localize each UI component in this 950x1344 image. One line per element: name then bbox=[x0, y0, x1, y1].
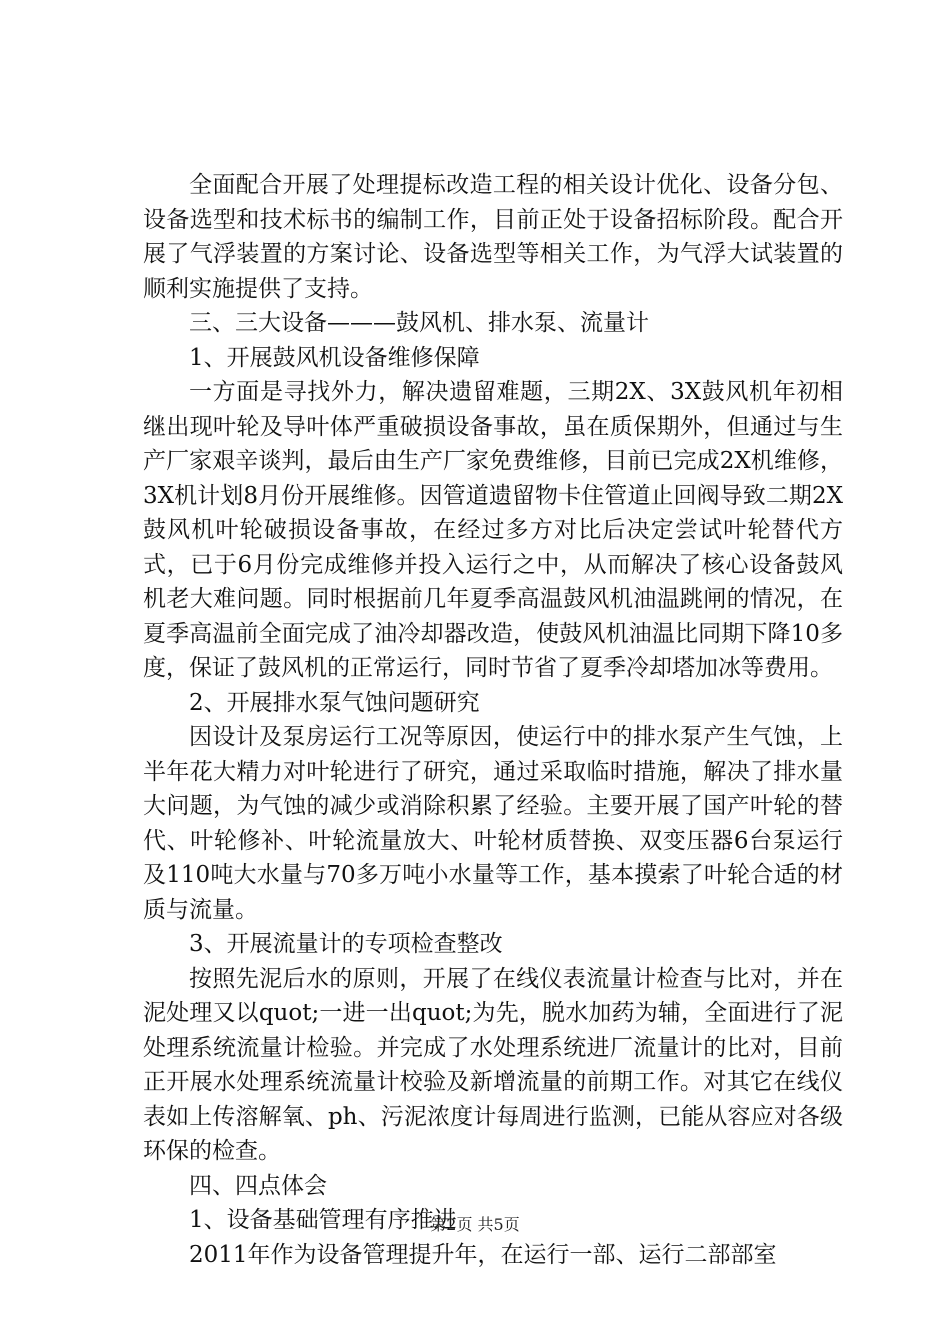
subheading-flowmeter-inspection: 3、开展流量计的专项检查整改 bbox=[189, 931, 503, 957]
paragraph-equipment-bidding: 全面配合开展了处理提标改造工程的相关设计优化、设备分包、设备选型和技术标书的编制工作，目前正处于设备招标阶段。配合开展了气浮装置的方案讨论、设备选型等相关工作，为气浮大试装置的顺利实施提供了支持。 bbox=[143, 172, 843, 302]
paragraph-blower-maintenance: 一方面是寻找外力，解决遗留难题，三期2X、3X鼓风机年初相继出现叶轮及导叶体严重破损设备事故，虽在质保期外，但通过与生产厂家艰辛谈判，最后由生产厂家免费维修，目前已完成2X机维修，3X机计划8月份开展维修。因管道遗留物卡住管道止回阀导致二期2X鼓风机叶轮破损设备事故，在经过多方对比后决定尝试叶轮替代方式，已于6月份完成维修并投入运行之中，从而解决了核心设备鼓风机老大难问题。同时根据前几年夏季高温鼓风机油温跳闸的情况，在夏季高温前全面完成了油冷却器改造，使鼓风机油温比同期下降10多度，保证了鼓风机的正常运行，同时节省了夏季冷却塔加冰等费用。 bbox=[143, 379, 843, 681]
paragraph-pump-cavitation: 因设计及泵房运行工况等原因，使运行中的排水泵产生气蚀，上半年花大精力对叶轮进行了研究，通过采取临时措施，解决了排水量大问题，为气蚀的减少或消除积累了经验。主要开展了国产叶轮的替代、叶轮修补、叶轮流量放大、叶轮材质替换、双变压器6台泵运行及110吨大水量与70多万吨小水量等工作，基本摸索了叶轮合适的材质与流量。 bbox=[143, 724, 843, 923]
paragraph-flowmeter-inspection: 按照先泥后水的原则，开展了在线仪表流量计检查与比对，并在泥处理又以quot;一进一出quot;为先，脱水加药为辅，全面进行了泥处理系统流量计检验。并完成了水处理系统进厂流量计的比对，目前正开展水处理系统流量计校验及新增流量的前期工作。对其它在线仪表如上传溶解氧、ph、污泥浓度计每周进行监测，已能从容应对各级环保的检查。 bbox=[143, 965, 843, 1164]
heading-three-major-equipment: 三、三大设备———鼓风机、排水泵、流量计 bbox=[189, 310, 649, 336]
subheading-blower-maintenance: 1、开展鼓风机设备维修保障 bbox=[189, 344, 480, 371]
page-number-footer: 第2页 共5页 bbox=[430, 1215, 520, 1234]
heading-four-experiences: 四、四点体会 bbox=[189, 1172, 327, 1199]
paragraph-equipment-management: 2011年作为设备管理提升年，在运行一部、运行二部部室 bbox=[189, 1241, 777, 1268]
document-body bbox=[143, 168, 843, 1272]
subheading-pump-cavitation: 2、开展排水泵气蚀问题研究 bbox=[189, 689, 480, 716]
subheading-equipment-management: 1、设备基础管理有序推进 bbox=[189, 1207, 457, 1233]
